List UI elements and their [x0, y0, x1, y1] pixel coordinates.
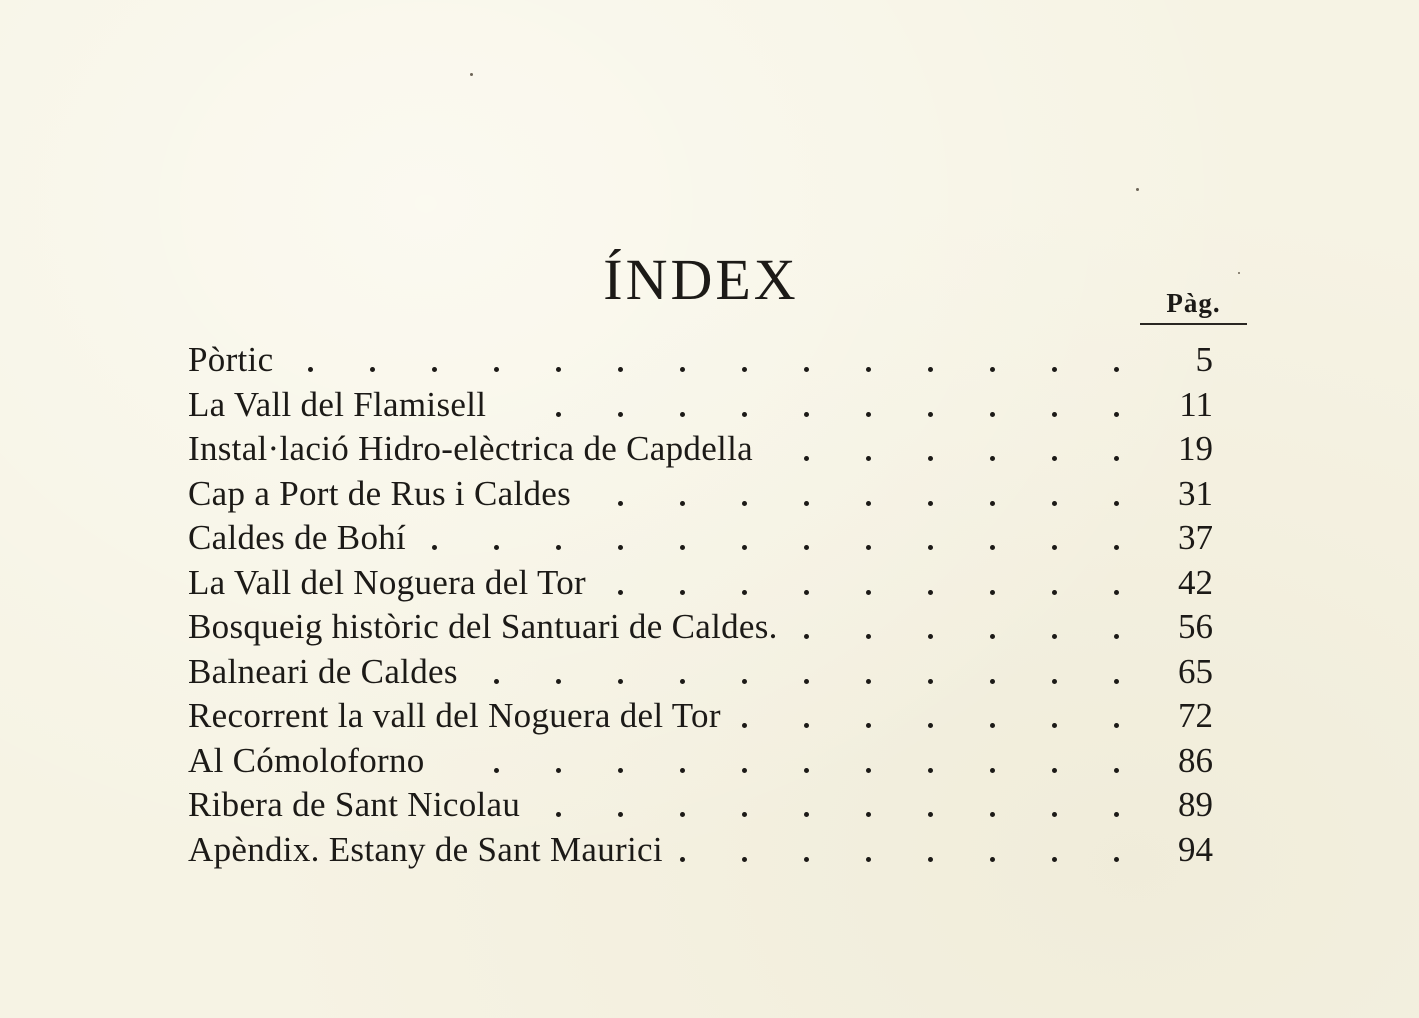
leader-dot [1114, 456, 1119, 461]
leader-dot [494, 367, 499, 372]
leader-dot [804, 501, 809, 506]
toc-entry[interactable] [188, 472, 1218, 517]
leader-dot [1114, 412, 1119, 417]
toc-entry-page: 5 [1195, 340, 1213, 379]
leader-dot [928, 634, 933, 639]
toc-entry-page: 72 [1178, 696, 1213, 735]
leader-dot [680, 501, 685, 506]
leader-dot [618, 679, 623, 684]
toc-entry-page: 42 [1178, 562, 1213, 602]
paper-speck [470, 73, 473, 76]
leader-dot [866, 590, 871, 595]
leader-dot [928, 545, 933, 550]
leader-dot [680, 590, 685, 595]
leader-dot [618, 590, 623, 595]
leader-dot [928, 412, 933, 417]
leader-dot [804, 679, 809, 684]
toc-entry-page: 37 [1178, 518, 1213, 557]
leader-dot [742, 412, 747, 417]
leader-dot [804, 456, 809, 461]
leader-dot [556, 545, 561, 550]
leader-dot [928, 857, 933, 862]
toc-entry-title: Caldes de Bohí [188, 518, 407, 557]
leader-dot [556, 768, 561, 773]
leader-dot [804, 723, 809, 728]
leader-dot [990, 679, 995, 684]
toc-entry-title: Instal·lació Hidro-elèctrica de Capdella [188, 429, 753, 468]
leader-dot [680, 545, 685, 550]
leader-dot [990, 590, 995, 595]
leader-dot [866, 768, 871, 773]
leader-dot [1114, 590, 1119, 595]
leader-dot [928, 590, 933, 595]
leader-dot [866, 723, 871, 728]
leader-dot [866, 545, 871, 550]
leader-dot [680, 367, 685, 372]
leader-dot [494, 545, 499, 550]
leader-dot [804, 857, 809, 862]
toc-entry-title: Al Cómoloforno [188, 740, 425, 780]
leader-dot [804, 590, 809, 595]
leader-dot [1052, 857, 1057, 862]
leader-dot [1052, 590, 1057, 595]
leader-dot [1114, 768, 1119, 773]
leader-dot [370, 367, 375, 372]
leader-dot [804, 634, 809, 639]
page-column-header: Pàg. [1166, 288, 1221, 318]
leader-dot [990, 723, 995, 728]
leader-dot [432, 367, 437, 372]
leader-dot [1114, 812, 1119, 817]
leader-dot [866, 679, 871, 684]
leader-dot [556, 679, 561, 684]
toc-entry[interactable] [188, 739, 1218, 784]
toc-entry[interactable] [188, 338, 1218, 383]
toc-entry-title: Recorrent la vall del Noguera del Tor [188, 696, 721, 735]
leader-dot [1052, 812, 1057, 817]
leader-dot [990, 367, 995, 372]
leader-dot [1052, 501, 1057, 506]
leader-dot [556, 812, 561, 817]
leader-dot [804, 367, 809, 372]
page-column-rule [1140, 323, 1247, 325]
leader-dot [804, 768, 809, 773]
leader-dot [866, 412, 871, 417]
leader-dot [618, 812, 623, 817]
leader-dot [1114, 857, 1119, 862]
leader-dot [556, 367, 561, 372]
leader-dot [742, 545, 747, 550]
leader-dot [742, 723, 747, 728]
leader-dot [1052, 679, 1057, 684]
toc-entry-title: Balneari de Caldes [188, 651, 458, 691]
leader-dot [866, 812, 871, 817]
leader-dot [990, 501, 995, 506]
leader-dot [1052, 768, 1057, 773]
toc-entry[interactable] [188, 694, 1218, 739]
toc-entry-title: Bosqueig històric del Santuari de Caldes. [188, 607, 778, 646]
leader-dot [866, 456, 871, 461]
leader-dot [1114, 367, 1119, 372]
leader-dot [990, 545, 995, 550]
leader-dot [432, 545, 437, 550]
toc-entry-title: Apèndix. Estany de Sant Maurici [188, 829, 663, 869]
leader-dot [618, 545, 623, 550]
leader-dot [680, 679, 685, 684]
leader-dot [990, 456, 995, 461]
leader-dot [866, 634, 871, 639]
leader-dot [1052, 412, 1057, 417]
leader-dot [1114, 723, 1119, 728]
toc-entry-page: 86 [1178, 740, 1213, 780]
toc-entry-title: Pòrtic [188, 340, 274, 379]
leader-dot [928, 456, 933, 461]
toc-entry-page: 31 [1178, 473, 1213, 513]
leader-dot [680, 812, 685, 817]
leader-dot [990, 812, 995, 817]
toc-entry-page: 89 [1178, 785, 1213, 824]
toc-entry-title: Ribera de Sant Nicolau [188, 785, 521, 824]
leader-dot [866, 367, 871, 372]
leader-dot [680, 412, 685, 417]
index-title: ÍNDEX [603, 246, 799, 312]
leader-dot [1052, 723, 1057, 728]
leader-dot [1052, 456, 1057, 461]
leader-dot [680, 768, 685, 773]
toc-entry-title: Cap a Port de Rus i Caldes [188, 473, 572, 513]
leader-dot [928, 768, 933, 773]
leader-dot [680, 857, 685, 862]
toc-entry[interactable] [188, 650, 1218, 695]
toc-entry-title: La Vall del Noguera del Tor [188, 562, 586, 602]
leader-dot [742, 367, 747, 372]
leader-dot [618, 367, 623, 372]
leader-dot [928, 501, 933, 506]
leader-dot [742, 679, 747, 684]
leader-dot [308, 367, 313, 372]
leader-dot [1114, 501, 1119, 506]
toc-entry-page: 56 [1178, 607, 1213, 646]
leader-dot [1114, 545, 1119, 550]
toc-entry-page: 11 [1179, 384, 1213, 424]
leader-dot [1114, 679, 1119, 684]
leader-dot [866, 501, 871, 506]
leader-dot [494, 679, 499, 684]
leader-dot [494, 768, 499, 773]
dot-leaders [188, 338, 1133, 383]
leader-dot [1114, 634, 1119, 639]
leader-dot [742, 812, 747, 817]
toc-entry[interactable] [188, 783, 1218, 828]
toc-entry-title: La Vall del Flamisell [188, 384, 487, 424]
toc-entry[interactable] [188, 828, 1218, 873]
leader-dot [742, 857, 747, 862]
leader-dot [804, 412, 809, 417]
leader-dot [618, 501, 623, 506]
leader-dot [866, 857, 871, 862]
toc-entry[interactable] [188, 561, 1218, 606]
leader-dot [928, 723, 933, 728]
toc-entry-page: 94 [1178, 829, 1213, 869]
toc-entry-page: 19 [1178, 429, 1213, 468]
leader-dot [742, 768, 747, 773]
toc-entry[interactable] [188, 383, 1218, 428]
leader-dot [928, 812, 933, 817]
leader-dot [990, 857, 995, 862]
leader-dot [804, 812, 809, 817]
leader-dot [990, 768, 995, 773]
leader-dot [618, 768, 623, 773]
leader-dot [990, 634, 995, 639]
leader-dot [804, 545, 809, 550]
toc-entry-page: 65 [1178, 651, 1213, 691]
leader-dot [556, 412, 561, 417]
leader-dot [1052, 634, 1057, 639]
leader-dot [742, 590, 747, 595]
leader-dot [1052, 367, 1057, 372]
leader-dot [742, 501, 747, 506]
paper-speck [1136, 188, 1139, 191]
leader-dot [1052, 545, 1057, 550]
leader-dot [618, 412, 623, 417]
table-of-contents [188, 338, 1218, 872]
toc-entry[interactable] [188, 605, 1218, 650]
toc-entry[interactable] [188, 427, 1218, 472]
leader-dot [928, 679, 933, 684]
leader-dot [928, 367, 933, 372]
toc-entry[interactable] [188, 516, 1218, 561]
leader-dot [990, 412, 995, 417]
